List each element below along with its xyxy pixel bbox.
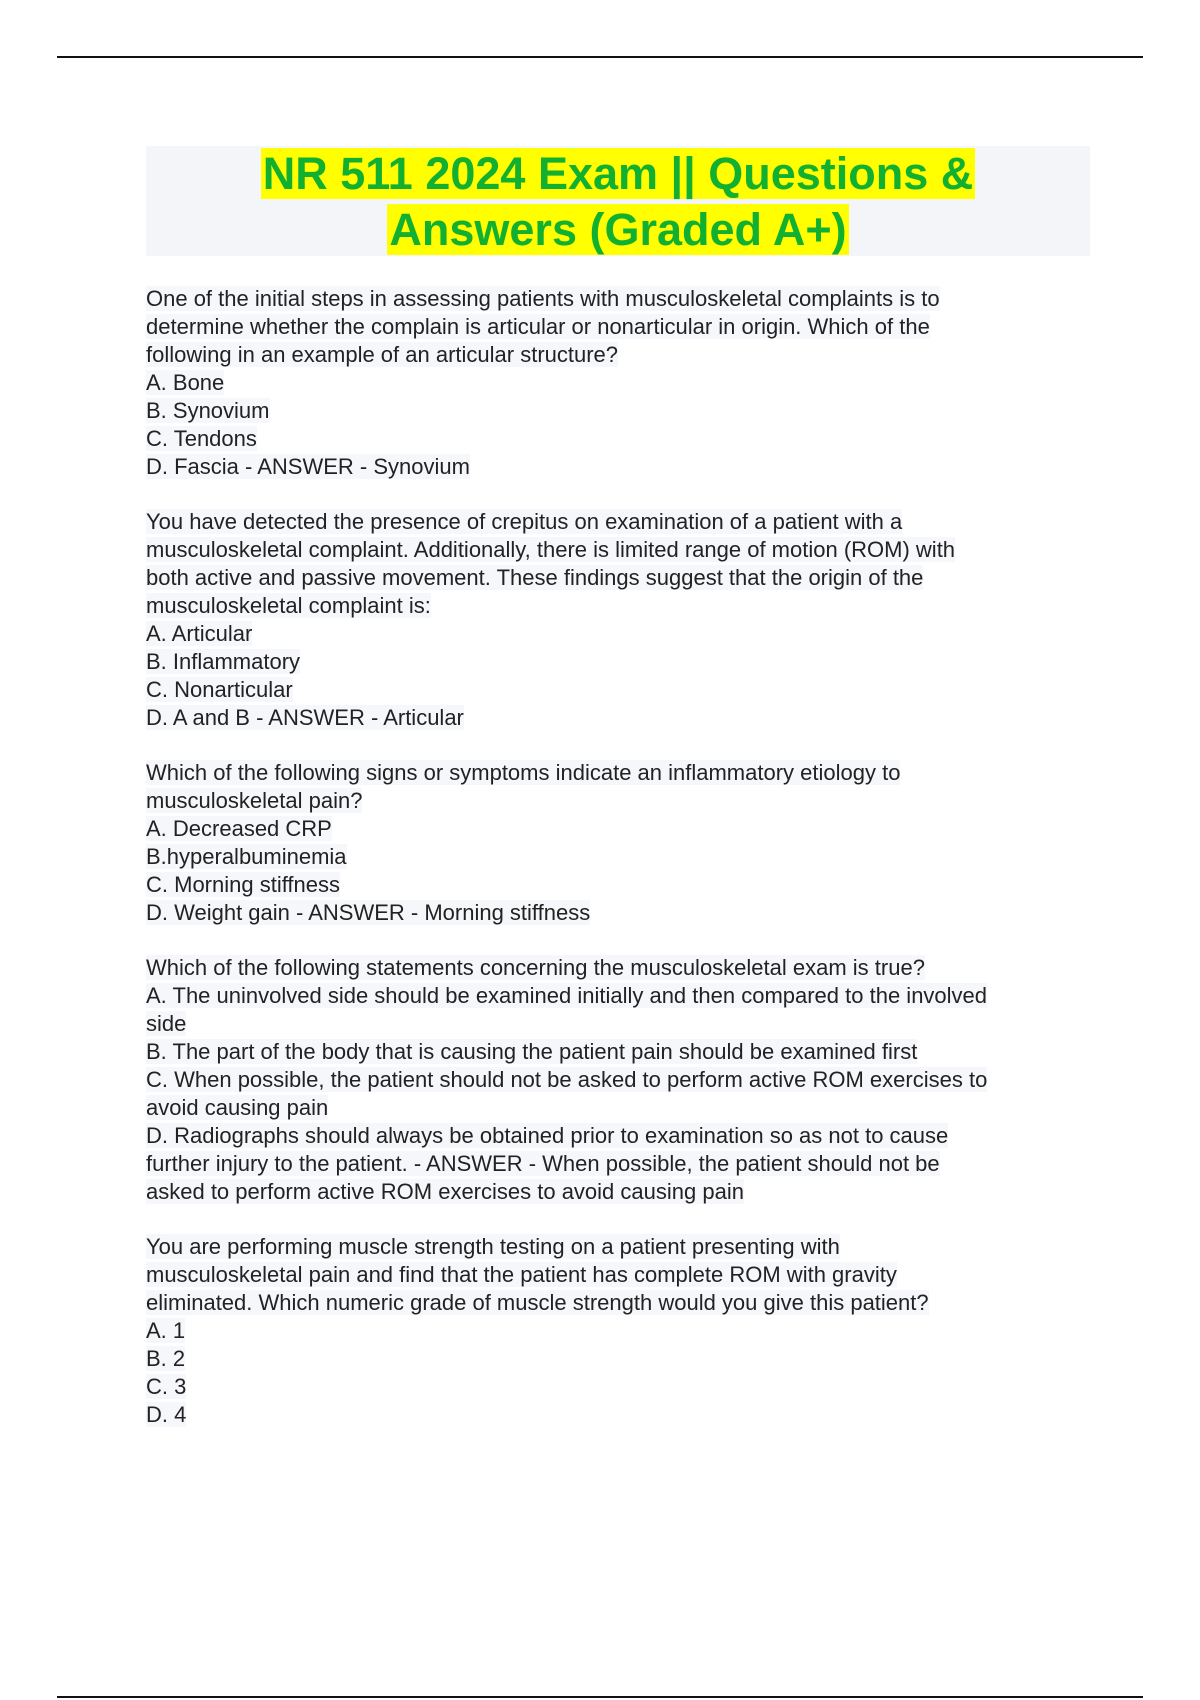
question-line-text: side xyxy=(146,1011,187,1036)
question-line-text: C. 3 xyxy=(146,1374,187,1399)
question-line-text: A. The uninvolved side should be examined initially and then compared to the involved xyxy=(146,983,988,1008)
question-line xyxy=(146,1066,1090,1094)
question-line-text: musculoskeletal pain and find that the patient has complete ROM with gravity xyxy=(146,1262,897,1287)
question-line xyxy=(146,899,1090,927)
question-line-text: Which of the following signs or symptoms indicate an inflammatory etiology to xyxy=(146,760,901,785)
question-line-text: B. Synovium xyxy=(146,398,270,423)
question-line xyxy=(146,1122,1090,1150)
question-line-text: C. Tendons xyxy=(146,426,257,451)
question-line-text: musculoskeletal complaint is: xyxy=(146,593,431,618)
question-line-text: A. 1 xyxy=(146,1318,186,1343)
question-line xyxy=(146,676,1090,704)
question-line xyxy=(146,648,1090,676)
question-line-text: following in an example of an articular structure? xyxy=(146,342,619,367)
question-line-text: B. Inflammatory xyxy=(146,649,301,674)
question-line-text: asked to perform active ROM exercises to avoid causing pain xyxy=(146,1179,744,1204)
question-line-text: both active and passive movement. These findings suggest that the origin of the xyxy=(146,565,924,590)
question-line-text: further injury to the patient. - ANSWER - When possible, the patient should not be xyxy=(146,1151,940,1176)
question-line-text: C. Morning stiffness xyxy=(146,872,341,897)
question-line xyxy=(146,592,1090,620)
title-band xyxy=(146,146,1090,256)
question-line-text: A. Articular xyxy=(146,621,253,646)
question-line xyxy=(146,1038,1090,1066)
question-line xyxy=(146,1317,1090,1345)
footer-rule xyxy=(57,1696,1143,1698)
question-line xyxy=(146,1373,1090,1401)
question-line-text: B.hyperalbuminemia xyxy=(146,844,347,869)
question-line-text: D. Radiographs should always be obtained prior to examination so as not to cause xyxy=(146,1123,949,1148)
question-line xyxy=(146,1233,1090,1261)
question-line xyxy=(146,1150,1090,1178)
question-line-text: musculoskeletal pain? xyxy=(146,788,363,813)
question-line xyxy=(146,397,1090,425)
document-title xyxy=(146,146,1090,258)
question-line xyxy=(146,704,1090,732)
question-line-text: D. 4 xyxy=(146,1402,187,1427)
question-line xyxy=(146,1094,1090,1122)
question-line-text: avoid causing pain xyxy=(146,1095,329,1120)
question-line-text: Which of the following statements concerning the musculoskeletal exam is true? xyxy=(146,955,925,980)
question-line-text: musculoskeletal complaint. Additionally, there is limited range of motion (ROM) with xyxy=(146,537,956,562)
question-line-text: C. Nonarticular xyxy=(146,677,293,702)
question-block xyxy=(146,285,1090,481)
question-line-text: You are performing muscle strength testing on a patient presenting with xyxy=(146,1234,840,1259)
question-line xyxy=(146,425,1090,453)
question-line-text: A. Bone xyxy=(146,370,225,395)
question-line-text: B. The part of the body that is causing the patient pain should be examined first xyxy=(146,1039,918,1064)
question-line xyxy=(146,341,1090,369)
question-line-text: D. Weight gain - ANSWER - Morning stiffness xyxy=(146,900,591,925)
question-line xyxy=(146,453,1090,481)
question-line xyxy=(146,1010,1090,1038)
question-line xyxy=(146,1289,1090,1317)
title-line-1: NR 511 2024 Exam || Questions & xyxy=(262,148,974,199)
question-line xyxy=(146,369,1090,397)
question-line xyxy=(146,313,1090,341)
question-line xyxy=(146,1401,1090,1429)
question-line xyxy=(146,843,1090,871)
question-line xyxy=(146,787,1090,815)
question-line-text: D. Fascia - ANSWER - Synovium xyxy=(146,454,470,479)
question-block xyxy=(146,1233,1090,1429)
question-line-text: You have detected the presence of crepitus on examination of a patient with a xyxy=(146,509,903,534)
question-line xyxy=(146,620,1090,648)
question-line-text: determine whether the complain is articular or nonarticular in origin. Which of the xyxy=(146,314,930,339)
question-line xyxy=(146,1345,1090,1373)
title-line-2: Answers (Graded A+) xyxy=(389,204,847,255)
question-line xyxy=(146,1261,1090,1289)
question-line-text: eliminated. Which numeric grade of muscle strength would you give this patient? xyxy=(146,1290,929,1315)
question-line xyxy=(146,759,1090,787)
question-list xyxy=(146,285,1090,1456)
header-rule xyxy=(57,56,1143,58)
question-line-text: D. A and B - ANSWER - Articular xyxy=(146,705,464,730)
question-line-text: B. 2 xyxy=(146,1346,186,1371)
question-line xyxy=(146,871,1090,899)
question-block xyxy=(146,508,1090,732)
question-line xyxy=(146,954,1090,982)
question-line-text: A. Decreased CRP xyxy=(146,816,332,841)
question-line xyxy=(146,564,1090,592)
question-block xyxy=(146,759,1090,927)
question-line-text: One of the initial steps in assessing patients with musculoskeletal complaints is to xyxy=(146,286,940,311)
question-line xyxy=(146,508,1090,536)
question-block xyxy=(146,954,1090,1206)
question-line xyxy=(146,1178,1090,1206)
question-line xyxy=(146,285,1090,313)
question-line xyxy=(146,536,1090,564)
question-line xyxy=(146,982,1090,1010)
question-line xyxy=(146,815,1090,843)
question-line-text: C. When possible, the patient should not be asked to perform active ROM exercises to xyxy=(146,1067,988,1092)
